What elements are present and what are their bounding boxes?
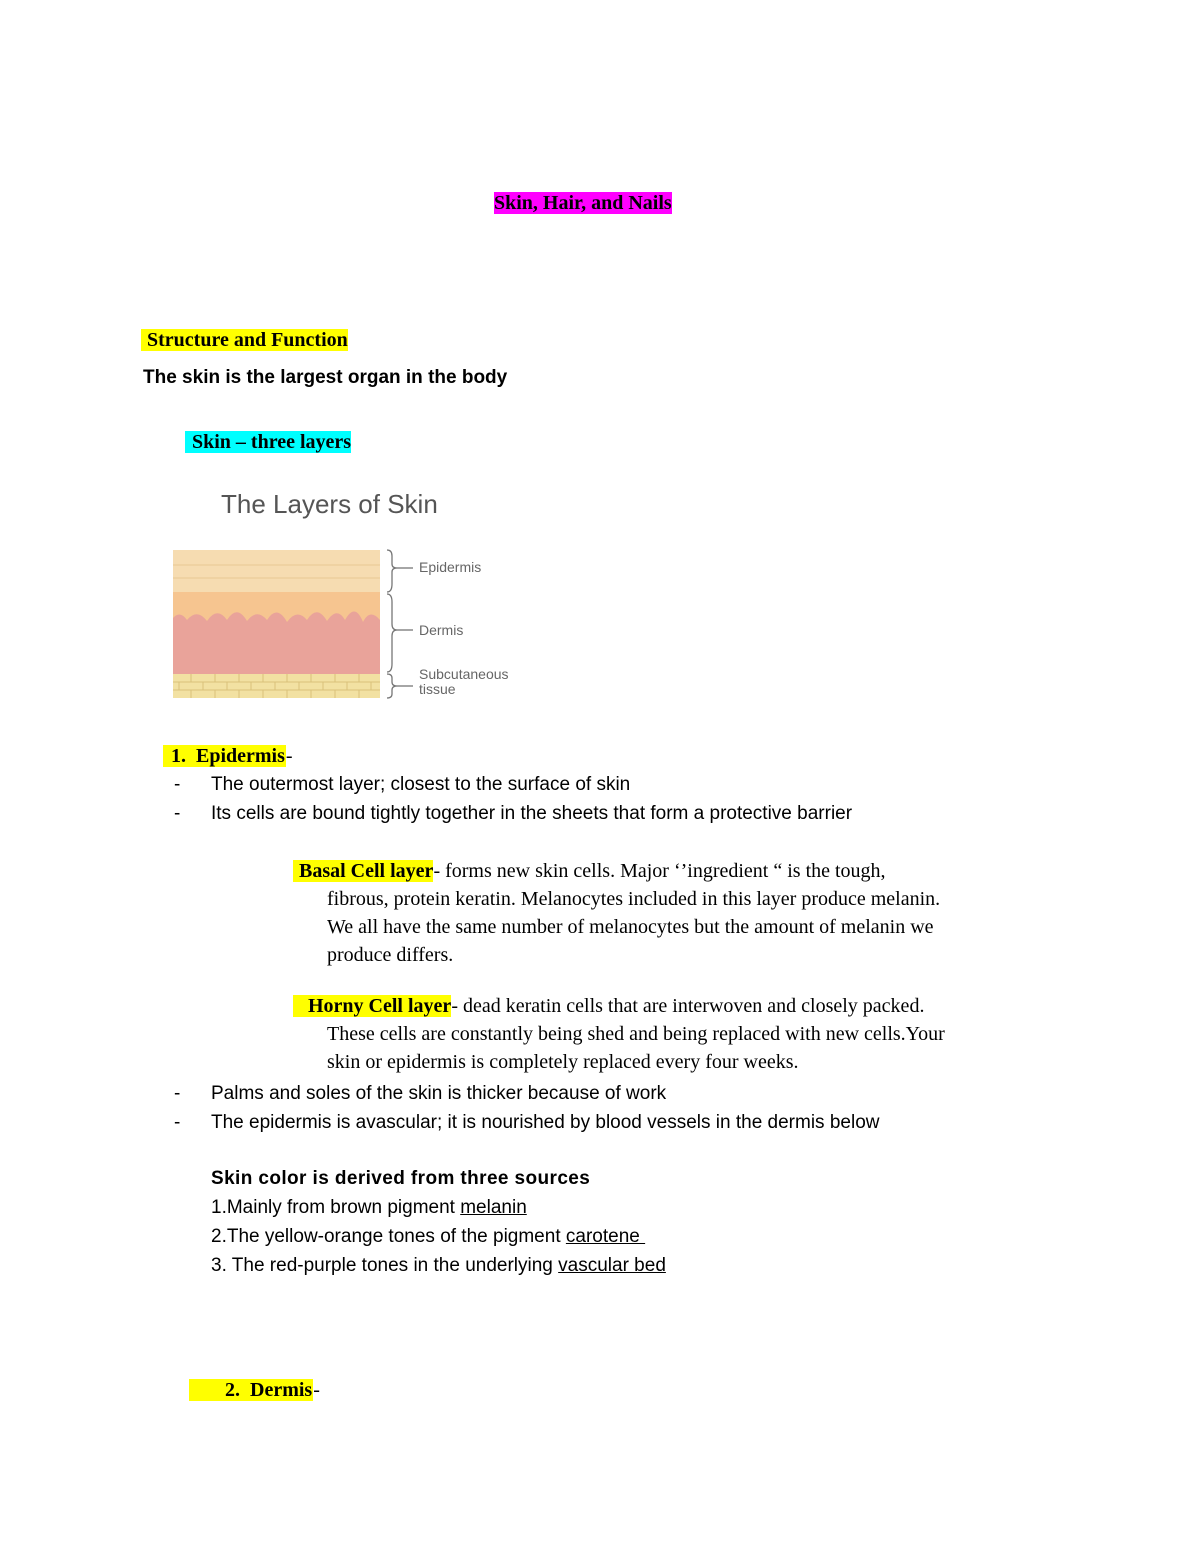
subcutaneous-band (173, 674, 380, 698)
label-tissue: tissue (419, 681, 456, 697)
skin-color-item: 3. The red-purple tones in the underlying vascular bed (211, 1255, 666, 1276)
list-item: - Palms and soles of the skin is thicker because of work (174, 1083, 667, 1104)
label-subcutaneous: Subcutaneous (419, 666, 509, 682)
figure-title: The Layers of Skin (221, 489, 438, 519)
skin-color-item: 2.The yellow-orange tones of the pigment carotene (211, 1226, 646, 1247)
skin-color-heading: Skin color is derived from three sources (211, 1168, 591, 1189)
list-item: - Its cells are bound tightly together in the sheets that form a protective barrier (174, 803, 853, 824)
heading-epidermis: 1. Epidermis- (163, 742, 293, 770)
horny-cell-paragraph: Horny Cell layer- dead keratin cells that are interwoven and closely packed. These cells are constantly being shed and being replaced with new cells.Your skin or epidermis is completely replaced every four weeks. (293, 992, 945, 1076)
lead-sentence: The skin is the largest organ in the body (143, 367, 508, 388)
subcutaneous-brace (387, 674, 397, 698)
basal-cell-paragraph: Basal Cell layer- forms new skin cells. Major ‘’ingredient “ is the tough, fibrous, protein keratin. Melanocytes included in this layer produce melanin. We all have the same number of melanocytes but the amount of melanin we produce differs. (293, 857, 940, 969)
epidermis-band (173, 550, 380, 592)
subheading-three-layers: Skin – three layers (185, 428, 351, 456)
list-item: - The outermost layer; closest to the surface of skin (174, 774, 631, 795)
section-heading-structure: Structure and Function (141, 326, 348, 354)
label-epidermis: Epidermis (419, 559, 482, 575)
dermis-brace (387, 594, 397, 672)
epidermis-brace (387, 550, 397, 592)
label-dermis: Dermis (419, 622, 464, 638)
list-item: - The epidermis is avascular; it is nourished by blood vessels in the dermis below (174, 1112, 880, 1133)
skin-color-item: 1.Mainly from brown pigment melanin (211, 1197, 527, 1218)
skin-layers-figure (165, 480, 535, 710)
page-title: Skin, Hair, and Nails (494, 192, 672, 214)
heading-dermis: 2. Dermis- (189, 1376, 320, 1404)
